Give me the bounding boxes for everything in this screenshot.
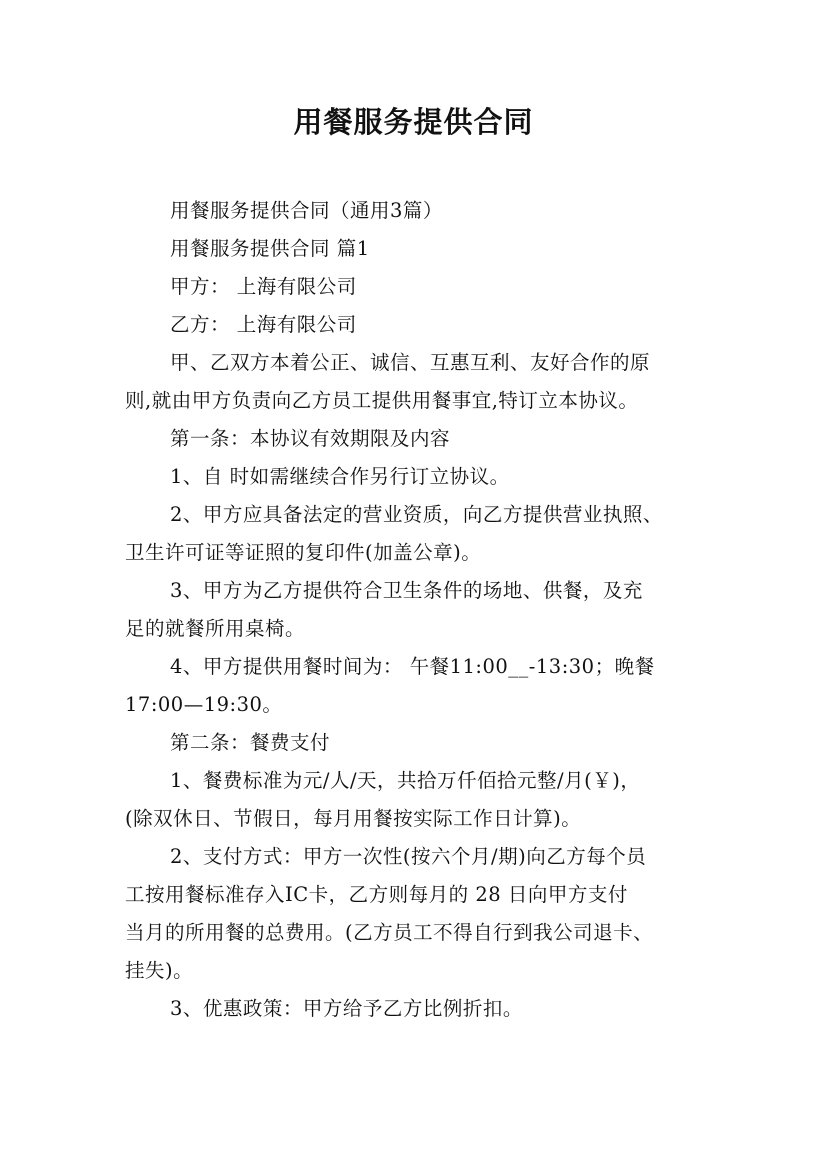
- section-heading: 用餐服务提供合同 篇1: [170, 237, 370, 260]
- body-line: 2、甲方应具备法定的营业资质，向乙方提供营业执照、: [170, 503, 663, 526]
- body-line: 3、甲方为乙方提供符合卫生条件的场地、供餐，及充: [170, 579, 643, 602]
- body-line: 则,就由甲方负责向乙方员工提供用餐事宜,特订立本协议。: [125, 389, 639, 412]
- body-line: 17:00—19:30。: [125, 693, 283, 716]
- body-line: 1、自 时如需继续合作另行订立协议。: [170, 465, 510, 488]
- document-body: [125, 192, 720, 1028]
- article-heading: 第二条：餐费支付: [170, 731, 331, 754]
- body-line: 1、餐费标准为元/人/天，共拾万仟佰拾元整/月(￥)，: [170, 769, 641, 792]
- party-a-line: 甲方： 上海有限公司: [170, 275, 357, 298]
- article-heading: 第一条：本协议有效期限及内容: [170, 427, 451, 450]
- body-line: 工按用餐标准存入IC卡，乙方则每月的 28 日向甲方支付: [125, 883, 628, 906]
- body-line: 3、优惠政策：甲方给予乙方比例折扣。: [170, 997, 523, 1020]
- body-line: (除双休日、节假日，每月用餐按实际工作日计算)。: [125, 807, 582, 830]
- document-title: 用餐服务提供合同: [293, 105, 534, 139]
- body-line: 当月的所用餐的总费用。(乙方员工不得自行到我公司退卡、: [125, 921, 654, 944]
- body-line: 4、甲方提供用餐时间为： 午餐11:00__-13:30；晚餐: [170, 655, 655, 678]
- body-line: 甲、乙双方本着公正、诚信、互惠互利、友好合作的原: [170, 351, 651, 374]
- body-line: 2、支付方式：甲方一次性(按六个月/期)向乙方每个员: [170, 845, 647, 868]
- party-b-line: 乙方： 上海有限公司: [170, 313, 357, 336]
- body-line: 足的就餐所用桌椅。: [125, 617, 306, 640]
- subtitle-line: 用餐服务提供合同（通用3篇）: [170, 199, 443, 222]
- body-line: 挂失)。: [125, 959, 194, 982]
- body-line: 卫生许可证等证照的复印件(加盖公章)。: [125, 541, 482, 564]
